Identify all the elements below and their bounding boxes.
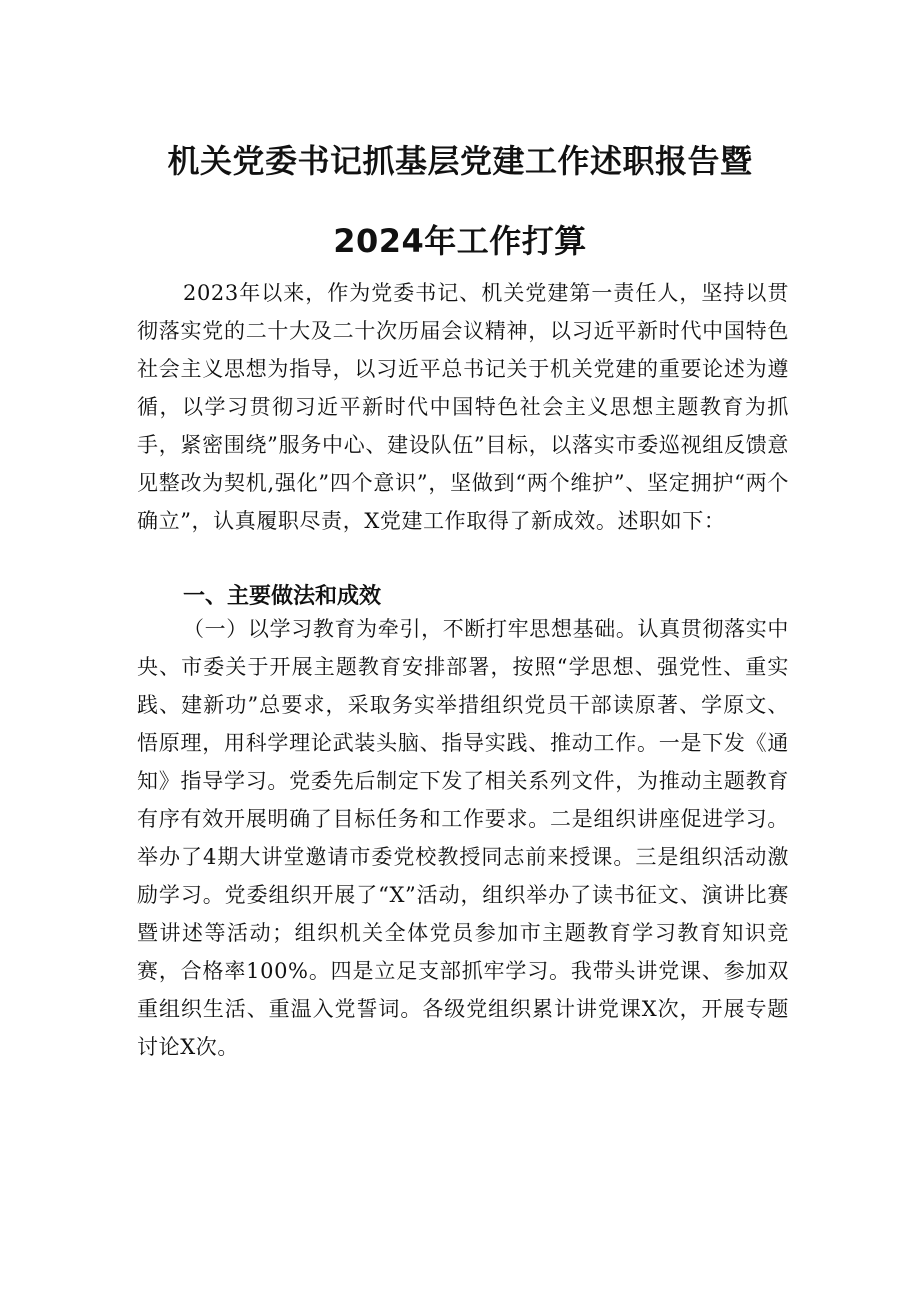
intro-paragraph: 2023年以来，作为党委书记、机关党建第一责任人，坚持以贯彻落实党的二十大及二十次历届会议精神，以习近平新时代中国特色社会主义思想为指导，以习近平总书记关于机关党建的重要论述为遵循，以学习贯彻习近平新时代中国特色社会主义思想主题教育为抓手，紧密围绕”服务中心、建设队伍”目标，以落实市委巡视组反馈意见整改为契机,强化”四个意识”，坚做到“两个维护”、坚定拥护“两个确立”，认真履职尽责，X党建工作取得了新成效。述职如下： <box>137 281 789 533</box>
section-1-paragraph: （一）以学习教育为牵引，不断打牢思想基础。认真贯彻落实中央、市委关于开展主题教育安排部署，按照“学思想、强党性、重实践、建新功”总要求，采取务实举措组织党员干部读原著、学原文、悟原理，用科学理论武装头脑、指导实践、推动工作。一是下发《通知》指导学习。党委先后制定下发了相关系列文件，为推动主题教育有序有效开展明确了目标任务和工作要求。二是组织讲座促进学习。举办了4期大讲堂邀请市委党校教授同志前来授课。三是组织活动激励学习。党委组织开展了“X”活动，组织举办了读书征文、演讲比赛暨讲述等活动；组织机关全体党员参加市主题教育学习教育知识竞赛，合格率100%。四是立足支部抓牢学习。我带头讲党课、参加双重组织生活、重温入党誓词。各级党组织累计讲党课X次，开展专题讨论X次。 <box>137 617 789 1059</box>
document-title-line-1: 机关党委书记抓基层党建工作述职报告暨 <box>167 142 753 180</box>
document-title-line-2: 2024年工作打算 <box>333 222 587 260</box>
section-heading: 一、主要做法和成效 <box>183 584 382 609</box>
